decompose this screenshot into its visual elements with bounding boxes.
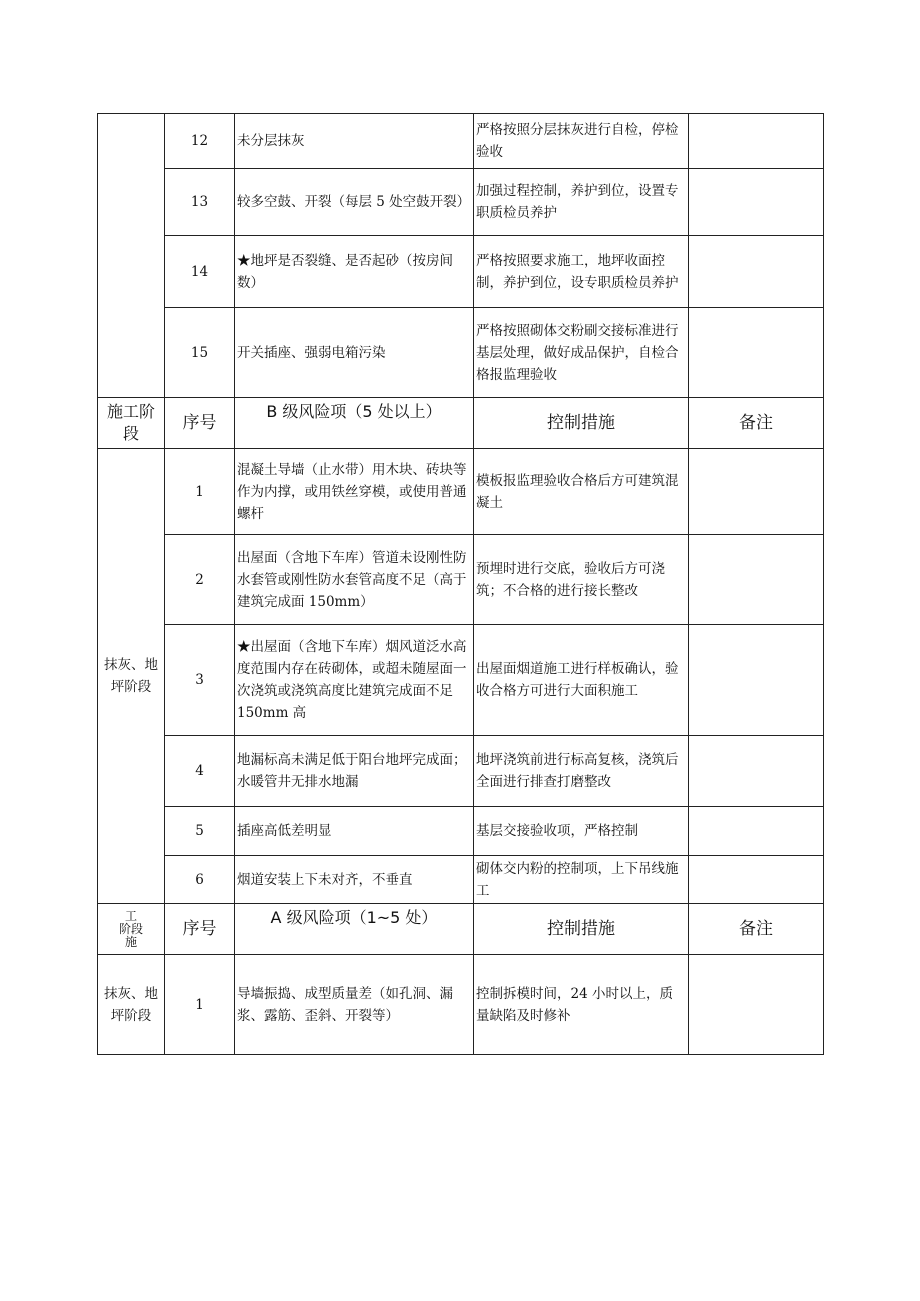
note-cell xyxy=(689,114,824,169)
stage-cell-continued xyxy=(98,114,165,398)
row-number: 3 xyxy=(165,625,235,736)
risk-item: ★出屋面（含地下车库）烟风道泛水高度范围内存在砖砌体，或超未随屋面一次浇筑或浇筑高度比建筑完成面不足 150mm 高 xyxy=(235,625,474,736)
header-risk-level: A 级风险项（1~5 处） xyxy=(235,904,474,955)
table-row xyxy=(98,169,824,236)
note-cell xyxy=(689,169,824,236)
note-cell xyxy=(689,807,824,856)
risk-item: 地漏标高未满足低于阳台地坪完成面；水暖管井无排水地漏 xyxy=(235,736,474,807)
control-measure: 砌体交内粉的控制项，上下吊线施工 xyxy=(474,856,689,904)
header-stage-line: 阶段 xyxy=(118,921,143,936)
risk-item: 混凝土导墙（止水带）用木块、砖块等作为内撑，或用铁丝穿模，或使用普通螺杆 xyxy=(235,449,474,535)
risk-item: 导墙振捣、成型质量差（如孔洞、漏浆、露筋、歪斜、开裂等） xyxy=(235,955,474,1055)
control-measure: 模板报监理验收合格后方可建筑混凝土 xyxy=(474,449,689,535)
control-measure: 控制拆模时间，24 小时以上，质量缺陷及时修补 xyxy=(474,955,689,1055)
note-cell xyxy=(689,955,824,1055)
header-note: 备注 xyxy=(689,904,824,955)
control-measure: 严格按照砌体交粉刷交接标准进行基层处理，做好成品保护，自检合格报监理验收 xyxy=(474,308,689,398)
note-cell xyxy=(689,308,824,398)
row-number: 14 xyxy=(165,236,235,308)
note-cell xyxy=(689,236,824,308)
control-measure: 加强过程控制，养护到位，设置专职质检员养护 xyxy=(474,169,689,236)
table-row xyxy=(98,736,824,807)
header-row-b xyxy=(98,398,824,449)
note-cell xyxy=(689,625,824,736)
table-row xyxy=(98,308,824,398)
table-row xyxy=(98,535,824,625)
row-number: 1 xyxy=(165,449,235,535)
control-measure: 地坪浇筑前进行标高复核，浇筑后全面进行排查打磨整改 xyxy=(474,736,689,807)
control-measure: 严格按照分层抹灰进行自检，停检验收 xyxy=(474,114,689,169)
control-measure: 预埋时进行交底，验收后方可浇筑；不合格的进行接长整改 xyxy=(474,535,689,625)
table-row xyxy=(98,114,824,169)
header-measure: 控制措施 xyxy=(474,398,689,449)
header-number: 序号 xyxy=(165,904,235,955)
note-cell xyxy=(689,736,824,807)
table-row xyxy=(98,449,824,535)
row-number: 4 xyxy=(165,736,235,807)
header-stage-line: 施 xyxy=(124,934,137,949)
risk-control-table xyxy=(97,113,824,1055)
control-measure: 严格按照要求施工，地坪收面控制，养护到位，设专职质检员养护 xyxy=(474,236,689,308)
risk-item: 未分层抹灰 xyxy=(235,114,474,169)
header-note: 备注 xyxy=(689,398,824,449)
stage-cell: 抹灰、地坪阶段 xyxy=(98,955,165,1055)
header-stage: 施工阶段 xyxy=(98,398,165,449)
table-row xyxy=(98,807,824,856)
header-stage xyxy=(98,904,165,955)
note-cell xyxy=(689,449,824,535)
table-row xyxy=(98,856,824,904)
row-number: 6 xyxy=(165,856,235,904)
control-measure: 基层交接验收项，严格控制 xyxy=(474,807,689,856)
header-row-a xyxy=(98,904,824,955)
note-cell xyxy=(689,535,824,625)
note-cell xyxy=(689,856,824,904)
header-number: 序号 xyxy=(165,398,235,449)
header-stage-line: 工 xyxy=(124,908,137,923)
table-row xyxy=(98,955,824,1055)
stage-cell: 抹灰、地坪阶段 xyxy=(98,449,165,904)
risk-item: 较多空鼓、开裂（每层 5 处空鼓开裂） xyxy=(235,169,474,236)
row-number: 15 xyxy=(165,308,235,398)
risk-item: 出屋面（含地下车库）管道未设刚性防水套管或刚性防水套管高度不足（高于建筑完成面 150mm） xyxy=(235,535,474,625)
row-number: 12 xyxy=(165,114,235,169)
risk-item: 插座高低差明显 xyxy=(235,807,474,856)
table-row xyxy=(98,625,824,736)
control-measure: 出屋面烟道施工进行样板确认，验收合格方可进行大面积施工 xyxy=(474,625,689,736)
risk-item: 烟道安装上下未对齐，不垂直 xyxy=(235,856,474,904)
header-risk-level: B 级风险项（5 处以上） xyxy=(235,398,474,449)
row-number: 1 xyxy=(165,955,235,1055)
row-number: 2 xyxy=(165,535,235,625)
row-number: 13 xyxy=(165,169,235,236)
risk-item: 开关插座、强弱电箱污染 xyxy=(235,308,474,398)
risk-item: ★地坪是否裂缝、是否起砂（按房间数） xyxy=(235,236,474,308)
header-measure: 控制措施 xyxy=(474,904,689,955)
row-number: 5 xyxy=(165,807,235,856)
table-row xyxy=(98,236,824,308)
